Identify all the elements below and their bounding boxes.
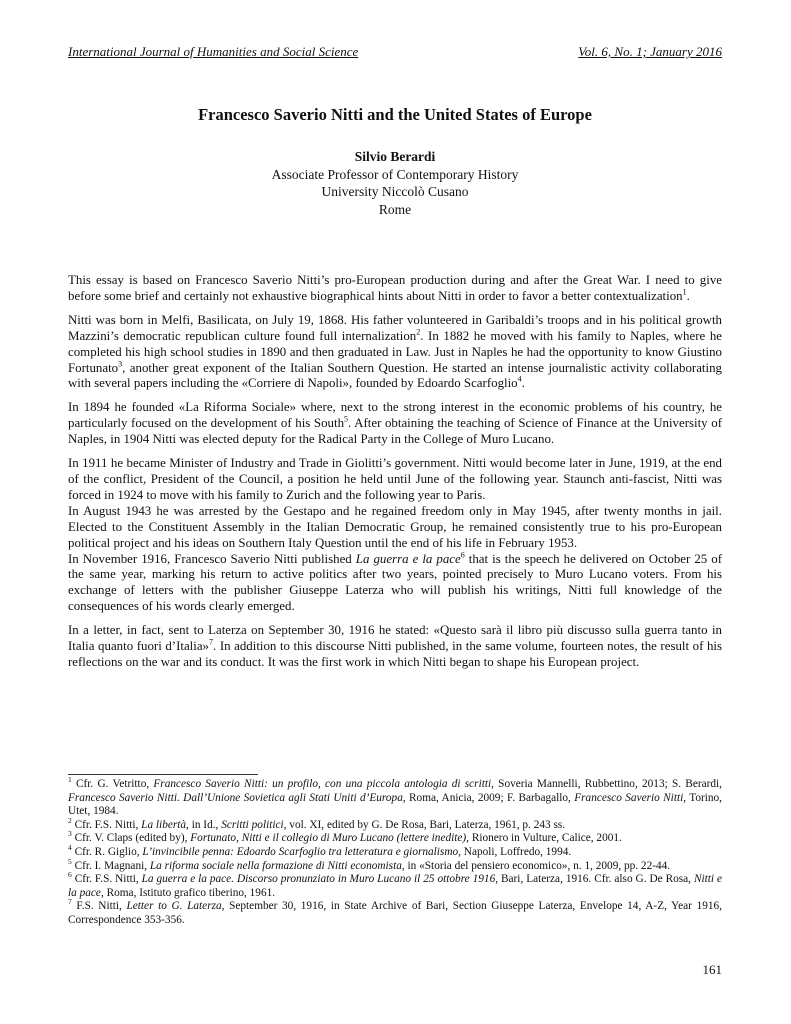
footnote-ref[interactable]: 6: [460, 550, 465, 560]
paragraph-1: This essay is based on Francesco Saverio Nitti’s pro-European production during and after the Great War. I need to give before some brief and certainly not exhaustive biographical hints about Nitti in order to favor a better contextualization$^1$.: [68, 273, 722, 303]
footnote-ref[interactable]: 2: [416, 327, 421, 337]
author-city: Rome: [378, 201, 412, 217]
page-number: 161: [702, 962, 722, 977]
author-position: Associate Professor of Contemporary History: [271, 166, 519, 182]
footnote-7: $^7$ F.S. Nitti, Letter to G. Laterza, September 30, 1916, in State Archive of Bari, Section Giuseppe Laterza, Envelope 14, A-Z, Year 1916, Correspondence 353-356.: [68, 897, 722, 926]
paragraph-6: In November 1916, Francesco Saverio Nitti published La guerra e la pace$^6$ that is the speech he delivered on October 25 of the same year, marking his return to active politics after two years, pointed precisely to Muro Lucano voters. From his exchange of letters with the publisher Giuseppe Laterza who will publish his writings, Nitti full knowledge of the consequences of his words clearly emerged.: [68, 550, 722, 614]
footnote-2: $^2$ Cfr. F.S. Nitti, La libertà, in Id., Scritti politici, vol. XI, edited by G. De Rosa, Bari, Laterza, 1961, p. 243 ss.: [68, 816, 566, 831]
paragraph-3: In 1894 he founded «La Riforma Sociale» where, next to the strong interest in the economic problems of his country, he particularly focused on the development of his South$^5$. After obtaining the teaching of Science of Finance at the University of Naples, in 1904 Nitti was elected deputy for the Radical Party in the College of Muro Lucano.: [68, 400, 722, 447]
footnote-ref[interactable]: 5: [344, 414, 349, 424]
footnotes: [68, 775, 723, 928]
article-title: Francesco Saverio Nitti and the United States of Europe: [198, 105, 592, 124]
footnote-divider: [68, 774, 258, 775]
author-university: University Niccolò Cusano: [321, 184, 469, 199]
paragraph-7: In a letter, in fact, sent to Laterza on September 30, 1916 he stated: «Questo sarà il libro più discusso sulla guerra tanto in Italia quanto fuori d’Italia»$^7$. In addition to this discourse Nitti published, in the same volume, fourteen notes, the result of his reflections on the war and its conduct. It was the first work in which Nitti began to shape his European project.: [68, 623, 723, 669]
paragraph-4: In 1911 he became Minister of Industry and Trade in Giolitti’s government. Nitti would become later in June, 1919, at the end of the conflict, President of the Council, a position he held until June of the following year. Staunch anti-fascist, Nitti was forced in 1924 to move with his family to Zurich and the following year to Paris.: [68, 456, 722, 502]
footnote-ref[interactable]: 3: [118, 359, 123, 369]
footnote-ref[interactable]: 7: [209, 637, 214, 647]
paragraph-5: In August 1943 he was arrested by the Gestapo and he regained freedom only in May 1945, after twenty months in jail. Elected to the Constituent Assembly in the Italian Democratic Group, he remained consistently true to his pro-European political project and his ideas on Southern Italy Question until the end of his life in February 1953.: [68, 503, 722, 550]
footnote-ref[interactable]: 4: [517, 375, 522, 385]
footnote-5: $^5$ Cfr. I. Magnani, La riforma sociale nella formazione di Nitti economista, in «Storia del pensiero economico», n. 1, 2009, pp. 22-44.: [68, 856, 671, 872]
footnote-3: $^3$ Cfr. V. Claps (edited by), Fortunato, Nitti e il collegio di Muro Lucano (lettere inedite), Rionero in Vulture, Calice, 2001.: [68, 829, 622, 845]
issue-info: Vol. 6, No. 1; January 2016: [578, 44, 722, 59]
journal-name: International Journal of Humanities and Social Science: [68, 44, 359, 59]
running-header: [68, 44, 722, 60]
paragraph-2: Nitti was born in Melfi, Basilicata, on July 19, 1868. His father volunteered in Garibaldi’s troops and in his political growth Mazzini’s democratic republican culture found full internalization$^2$. In 1882 he moved with his family to Naples, where he completed his high school studies in 1890 and then graduated in Law. Just in Naples he had the opportunity to know Giustino Fortunato$^3$, another great exponent of the Italian Southern Question. He started an intense journalistic activity collaborating with several papers including the «Corriere di Napoli», founded by Edoardo Scarfoglio$^4$.: [68, 312, 722, 391]
footnote-4: $^4$ Cfr. R. Giglio, L’invincibile penna: Edoardo Scarfoglio tra letteratura e giornalismo, Napoli, Loffredo, 1994.: [68, 843, 572, 858]
footnote-ref[interactable]: 1: [682, 287, 687, 297]
author-name: Silvio Berardi: [354, 149, 436, 164]
article-body: [68, 273, 722, 679]
footnote-1: $^1$ Cfr. G. Vetritto, Francesco Saverio Nitti: un profilo, con una piccola antologia di scritti, Soveria Mannelli, Rubbettino, 2013; S. Berardi, Francesco Saverio Nitti. Dall’Unione Sovietica agli Stati Uniti d’Europa, Roma, Anicia, 2009; F. Barbagallo, Francesco Saverio Nitti, Torino, Utet, 1984.: [68, 775, 723, 818]
footnote-6: $^6$ Cfr. F.S. Nitti, La guerra e la pace. Discorso pronunziato in Muro Lucano il 25 ottobre 1916, Bari, Laterza, 1916. Cfr. also G. De Rosa, Nitti e la pace, Roma, Istituto grafico tiberino, 1961.: [68, 870, 722, 899]
byline: [68, 148, 722, 218]
